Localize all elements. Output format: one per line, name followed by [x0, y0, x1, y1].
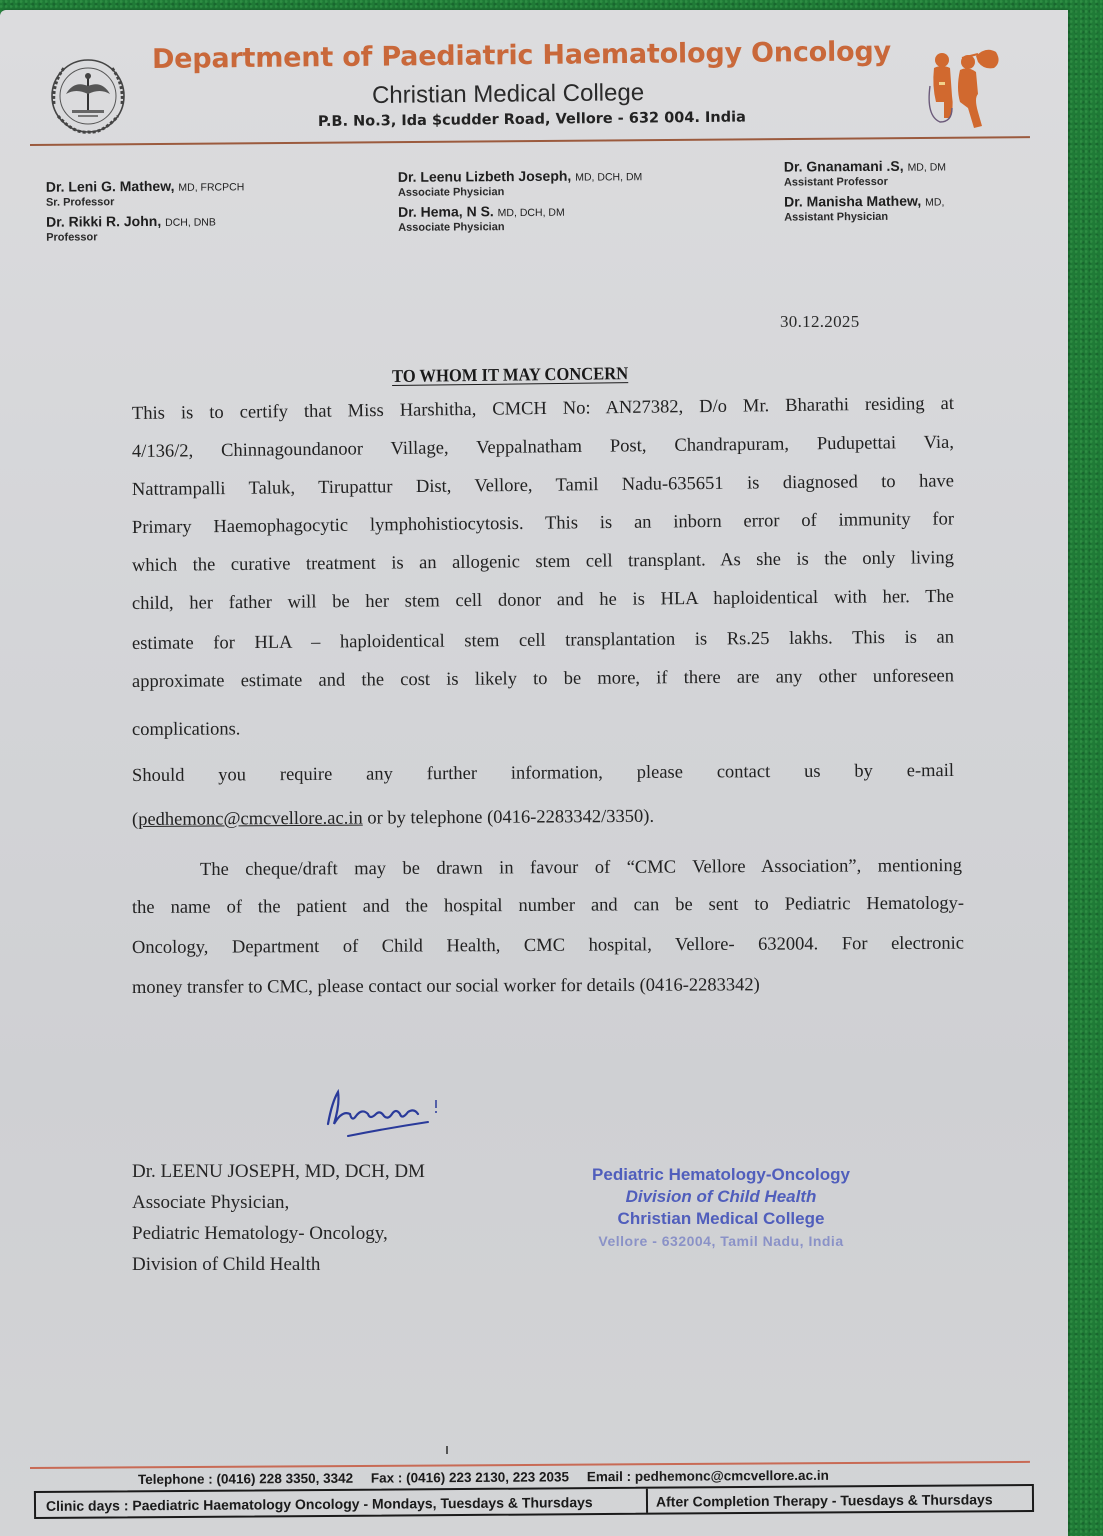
- body-line: Should you require any further information, please contact us by e-mail: [131, 760, 955, 786]
- staff-degrees: MD, DCH, DM: [575, 171, 643, 184]
- clinic-days-box: [34, 1484, 1034, 1519]
- footer-contact: [138, 1468, 843, 1487]
- staff-role: Assistant Professor: [783, 175, 888, 189]
- body-line: The cheque/draft may be drawn in favour of “CMC Vellore Association”, mentioning: [199, 856, 963, 880]
- body-line: child, her father will be her stem cell donor and he is HLA haploidentical with her. The: [131, 586, 955, 614]
- staff-name: [46, 177, 245, 196]
- letter-subject: TO WHOM IT MAY CONCERN: [391, 363, 629, 386]
- staff-degrees: MD, FRCPCH: [178, 181, 245, 194]
- staff-name-text: Dr. Leni G. Mathew,: [45, 177, 175, 195]
- telephone-text: or by telephone (0416-2283342/3350).: [362, 806, 655, 829]
- body-line: complications.: [131, 719, 241, 740]
- signatory-title: Associate Physician,: [132, 1192, 290, 1213]
- staff-degrees: MD, DCH, DM: [497, 206, 565, 220]
- letterhead-address: P.B. No.3, Ida $cudder Road, Vellore - 632 004. India: [317, 109, 746, 130]
- staff-column-1: [46, 177, 245, 248]
- body-line: money transfer to CMC, please contact our social worker for details (0416-2283342): [131, 975, 760, 998]
- footer-divider: [30, 1461, 1030, 1469]
- staff-column-2: [398, 167, 643, 239]
- department-title: Department of Paediatric Haematology Oncology: [151, 36, 892, 75]
- body-line: Nattrampalli Taluk, Tirupattur Dist, Vellore, Tamil Nadu-635651 is diagnosed to have: [131, 471, 955, 500]
- body-line: Oncology, Department of Child Health, CMC hospital, Vellore- 632004. For electronic: [131, 933, 965, 958]
- stamp-line: Pediatric Hematology-Oncology: [592, 1165, 850, 1184]
- body-line: which the curative treatment is an allogenic stem cell transplant. As she is the only living: [131, 548, 955, 576]
- body-line: 4/136/2, Chinnagoundanoor Village, Veppalnatham Post, Chandrapuram, Pudupettai Via,: [131, 432, 955, 462]
- footer-email: Email : pedhemonc@cmcvellore.ac.in: [586, 1467, 829, 1485]
- clinic-days: Clinic days : Paediatric Haematology Oncology - Mondays, Tuesdays & Thursdays: [36, 1489, 648, 1517]
- open-paren: (: [131, 809, 139, 830]
- letter-paper: [0, 10, 1068, 1536]
- staff-role: Assistant Physician: [784, 210, 889, 224]
- staff-degrees: DCH, DNB: [165, 216, 216, 229]
- staff-name-text: Dr. Leenu Lizbeth Joseph,: [397, 167, 572, 185]
- staff-name: [784, 192, 946, 211]
- staff-column-3: [784, 157, 947, 228]
- footer-fax: Fax : (0416) 223 2130, 223 2035: [370, 1469, 570, 1486]
- signatory-division: Division of Child Health: [132, 1254, 321, 1275]
- contact-line: [132, 807, 654, 831]
- body-line: Primary Haemophagocytic lymphohistiocytosis. This is an inborn error of immunity for: [131, 509, 955, 538]
- signatory-block: [132, 1156, 425, 1280]
- fold-mark: [446, 1446, 448, 1454]
- body-line: the name of the patient and the hospital number and can be sent to Pediatric Hematology-: [131, 893, 965, 918]
- signatory-name: Dr. LEENU JOSEPH, MD, DCH, DM: [132, 1161, 425, 1182]
- staff-role: Associate Physician: [397, 186, 505, 199]
- staff-role: Associate Physician: [398, 221, 505, 234]
- staff-name-text: Dr. Hema, N S.: [398, 203, 494, 220]
- college-name: Christian Medical College: [371, 79, 645, 109]
- body-line: This is to certify that Miss Harshitha, CMCH No: AN27382, D/o Mr. Bharathi residing at: [131, 393, 955, 424]
- letter-date: 30.12.2025: [780, 312, 860, 331]
- stamp-line: Christian Medical College: [617, 1209, 825, 1228]
- body-line: estimate for HLA – haploidentical stem cell transplantation is Rs.25 lakhs. This is an: [131, 627, 955, 654]
- department-stamp: [566, 1164, 876, 1252]
- body-line: approximate estimate and the cost is likely to be more, if there are any other unforeseen: [131, 666, 955, 692]
- staff-role: Sr. Professor: [45, 196, 115, 209]
- staff-name: [46, 212, 245, 231]
- staff-name: [784, 157, 946, 176]
- staff-degrees: MD, DM: [907, 161, 947, 174]
- after-completion-days: After Completion Therapy - Tuesdays & Thursdays: [655, 1491, 993, 1510]
- staff-role: Professor: [46, 231, 98, 244]
- stamp-line: Vellore - 632004, Tamil Nadu, India: [598, 1233, 844, 1249]
- staff-name: [398, 202, 643, 222]
- staff-degrees: MD,: [925, 196, 945, 209]
- signatory-department: Pediatric Hematology- Oncology,: [132, 1223, 388, 1244]
- staff-name: [398, 167, 643, 187]
- children-playing-icon: [922, 46, 1002, 134]
- staff-name-text: Dr. Gnanamani .S,: [783, 157, 904, 175]
- staff-name-text: Dr. Manisha Mathew,: [784, 192, 922, 210]
- college-seal-logo: [44, 54, 132, 138]
- handwritten-signature: [318, 1084, 458, 1140]
- header-divider: [30, 136, 1030, 146]
- staff-name-text: Dr. Rikki R. John,: [46, 212, 162, 230]
- email-link[interactable]: pedhemonc@cmcvellore.ac.in: [138, 808, 363, 830]
- stamp-line: Division of Child Health: [625, 1187, 817, 1206]
- footer-telephone: Telephone : (0416) 228 3350, 3342: [137, 1470, 354, 1487]
